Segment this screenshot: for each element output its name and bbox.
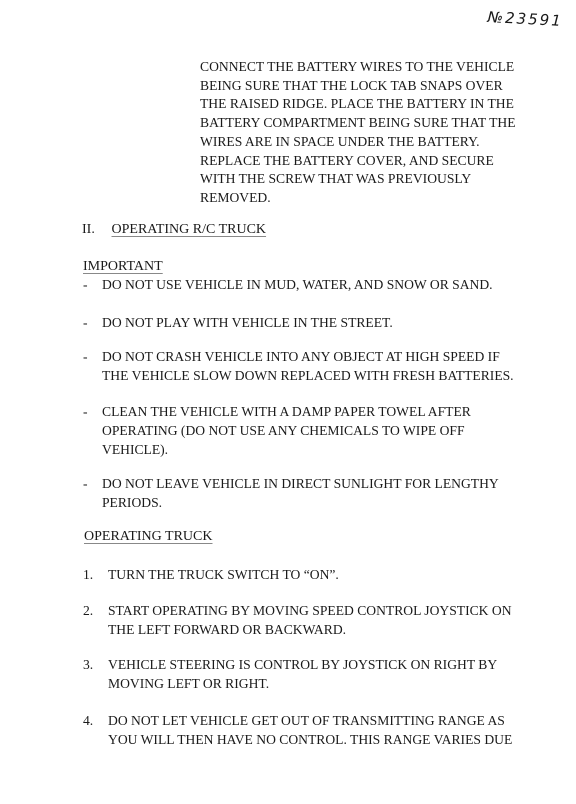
document-number: №23591 [487,8,564,30]
step-number: 3. [83,657,94,672]
bullet-dash: - [83,277,88,292]
step-text: VEHICLE STEERING IS CONTROL BY JOYSTICK ON RIGHT BY MOVING LEFT OR RIGHT. [108,657,498,691]
important-label: IMPORTANT [83,259,163,274]
important-item-text: DO NOT CRASH VEHICLE INTO ANY OBJECT AT HIGH SPEED IF THE VEHICLE SLOW DOWN REPLACED WITH FRESH BATTERIES. [102,349,514,383]
section-title: OPERATING R/C TRUCK [111,222,267,237]
bullet-dash: - [83,476,88,491]
bullet-dash: - [83,404,88,419]
step-text: START OPERATING BY MOVING SPEED CONTROL JOYSTICK ON THE LEFT FORWARD OR BACKWARD. [108,603,512,637]
step-number: 4. [83,713,94,728]
operating-step [83,565,553,584]
important-item [83,275,543,294]
important-item-text: DO NOT USE VEHICLE IN MUD, WATER, AND SNOW OR SAND. [102,277,493,292]
important-item [83,474,543,512]
operating-step [83,655,553,693]
important-item-text: DO NOT PLAY WITH VEHICLE IN THE STREET. [102,315,393,330]
important-item [83,347,543,385]
operating-step [83,711,553,749]
step-number: 2. [83,603,94,618]
step-text: TURN THE TRUCK SWITCH TO “ON”. [108,567,339,582]
step-text: DO NOT LET VEHICLE GET OUT OF TRANSMITTING RANGE AS YOU WILL THEN HAVE NO CONTROL. THIS RANGE VARIES DUE [108,713,513,747]
bullet-dash: - [83,349,88,364]
bullet-dash: - [83,315,88,330]
operating-step [83,601,553,639]
intro-paragraph: CONNECT THE BATTERY WIRES TO THE VEHICLE BEING SURE THAT THE LOCK TAB SNAPS OVER THE RAISED RIDGE. PLACE THE BATTERY IN THE BATTERY COMPARTMENT BEING SURE THAT THE WIRES ARE IN SPACE UNDER THE BATTERY. REPLACE THE BATTERY COVER, AND SECURE WITH THE SCREW THAT WAS PREVIOUSLY REMOVED. [200,59,516,205]
section-numeral: II. [82,222,95,237]
important-item-text: DO NOT LEAVE VEHICLE IN DIRECT SUNLIGHT FOR LENGTHY PERIODS. [102,476,499,510]
important-item [83,402,543,459]
section-heading [82,220,266,239]
important-item-text: CLEAN THE VEHICLE WITH A DAMP PAPER TOWEL AFTER OPERATING (DO NOT USE ANY CHEMICALS TO WIPE OFF VEHICLE). [102,404,471,457]
step-number: 1. [83,567,94,582]
operating-truck-heading: OPERATING TRUCK [84,529,213,544]
important-item [83,313,543,332]
